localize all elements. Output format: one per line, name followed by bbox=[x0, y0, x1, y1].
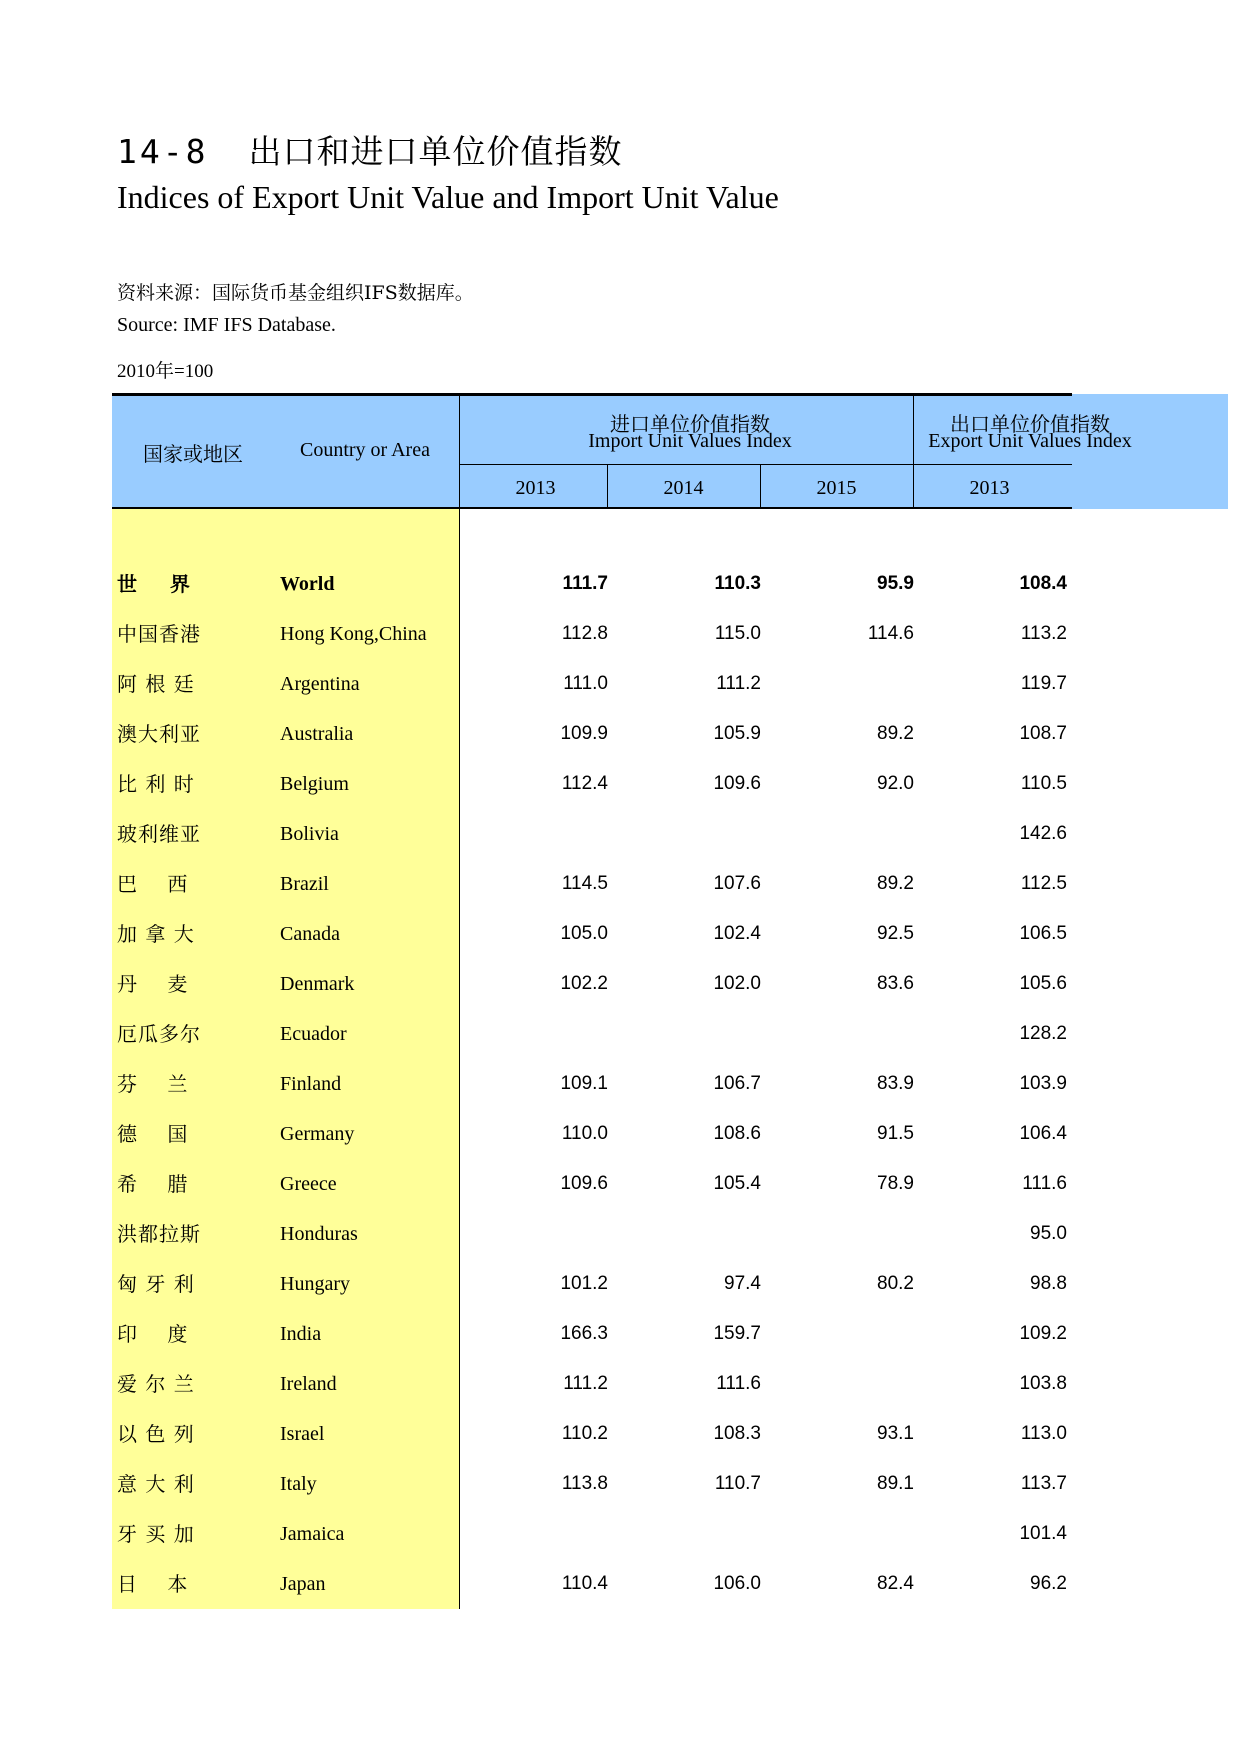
country-name-en: Jamaica bbox=[280, 1523, 345, 1545]
import-2013-value: 111.2 bbox=[563, 1373, 608, 1394]
import-2015-value: 89.2 bbox=[877, 873, 914, 894]
table-row bbox=[0, 1520, 1240, 1570]
export-2013-value: 110.5 bbox=[1020, 773, 1067, 794]
import-2013-value: 110.2 bbox=[561, 1423, 608, 1444]
table-row bbox=[0, 1570, 1240, 1620]
year-header-import-2013: 2013 bbox=[515, 477, 556, 499]
import-2015-value: 89.1 bbox=[877, 1473, 914, 1494]
import-2013-value: 111.0 bbox=[563, 673, 608, 694]
column-header-country-cn: 国家或地区 bbox=[143, 442, 243, 466]
table-row bbox=[0, 870, 1240, 920]
export-2013-value: 112.5 bbox=[1020, 873, 1067, 894]
table-row bbox=[0, 1320, 1240, 1370]
country-name-cn: 芬 兰 bbox=[117, 1072, 189, 1096]
export-2013-value: 109.2 bbox=[1019, 1323, 1067, 1344]
country-name-en: Argentina bbox=[280, 673, 360, 695]
import-2015-value: 89.2 bbox=[877, 723, 914, 744]
country-name-cn: 厄瓜多尔 bbox=[117, 1022, 201, 1046]
country-name-cn: 加 拿 大 bbox=[117, 922, 195, 946]
import-2013-value: 110.0 bbox=[561, 1123, 608, 1144]
country-name-cn: 以 色 列 bbox=[117, 1422, 195, 1446]
country-name-cn: 德 国 bbox=[117, 1122, 189, 1146]
import-2015-value: 78.9 bbox=[877, 1173, 914, 1194]
country-name-cn: 匈 牙 利 bbox=[117, 1272, 195, 1296]
export-2013-value: 108.7 bbox=[1019, 723, 1067, 744]
import-2013-value: 109.9 bbox=[560, 723, 608, 744]
export-2013-value: 105.6 bbox=[1019, 973, 1067, 994]
table-row bbox=[0, 770, 1240, 820]
country-name-en: Honduras bbox=[280, 1223, 358, 1245]
import-2014-value: 159.7 bbox=[713, 1323, 761, 1344]
import-2013-value: 113.8 bbox=[561, 1473, 608, 1494]
column-header-country-en: Country or Area bbox=[300, 439, 430, 461]
country-name-cn: 牙 买 加 bbox=[117, 1522, 195, 1546]
table-row bbox=[0, 1370, 1240, 1420]
import-2015-value: 92.0 bbox=[877, 773, 914, 794]
export-2013-value: 96.2 bbox=[1030, 1573, 1067, 1594]
export-2013-value: 108.4 bbox=[1019, 573, 1067, 594]
import-2015-value: 95.9 bbox=[877, 573, 914, 594]
country-name-cn: 澳大利亚 bbox=[117, 722, 201, 746]
country-name-cn: 洪都拉斯 bbox=[117, 1222, 201, 1246]
export-2013-value: 95.0 bbox=[1030, 1223, 1067, 1244]
country-name-en: Australia bbox=[280, 723, 354, 745]
import-2014-value: 108.6 bbox=[713, 1123, 761, 1144]
import-2014-value: 105.9 bbox=[713, 723, 761, 744]
table-row bbox=[0, 620, 1240, 670]
import-2013-value: 109.1 bbox=[560, 1073, 608, 1094]
export-2013-value: 106.4 bbox=[1019, 1123, 1067, 1144]
import-2014-value: 107.6 bbox=[713, 873, 761, 894]
export-2013-value: 101.4 bbox=[1019, 1523, 1067, 1544]
header-group-underline bbox=[459, 464, 1072, 465]
country-name-cn: 爱 尔 兰 bbox=[117, 1372, 195, 1396]
country-name-en: Hong Kong,China bbox=[280, 623, 427, 645]
export-2013-value: 103.8 bbox=[1019, 1373, 1067, 1394]
import-2014-value: 106.0 bbox=[713, 1573, 761, 1594]
year-header-import-2014: 2014 bbox=[663, 477, 704, 499]
country-name-en: Canada bbox=[280, 923, 340, 945]
export-2013-value: 128.2 bbox=[1019, 1023, 1067, 1044]
import-2013-value: 109.6 bbox=[560, 1173, 608, 1194]
table-row bbox=[0, 1220, 1240, 1270]
import-2014-value: 111.2 bbox=[716, 673, 761, 694]
import-2015-value: 93.1 bbox=[877, 1423, 914, 1444]
source-note-cn: 资料来源：国际货币基金组织IFS数据库。 bbox=[117, 282, 474, 304]
table-row bbox=[0, 1270, 1240, 1320]
import-2014-value: 106.7 bbox=[713, 1073, 761, 1094]
source-note-en: Source: IMF IFS Database. bbox=[117, 314, 336, 336]
import-2014-value: 109.6 bbox=[713, 773, 761, 794]
country-name-en: Italy bbox=[280, 1473, 317, 1495]
table-row bbox=[0, 820, 1240, 870]
import-2013-value: 101.2 bbox=[560, 1273, 608, 1294]
country-name-cn: 意 大 利 bbox=[117, 1472, 195, 1496]
country-name-en: Finland bbox=[280, 1073, 342, 1095]
country-name-cn: 希 腊 bbox=[117, 1172, 189, 1196]
country-name-en: Ecuador bbox=[280, 1023, 347, 1045]
import-2013-value: 166.3 bbox=[560, 1323, 608, 1344]
country-name-en: India bbox=[280, 1323, 322, 1345]
import-2014-value: 105.4 bbox=[713, 1173, 761, 1194]
country-name-en: Japan bbox=[280, 1573, 326, 1595]
table-row bbox=[0, 1470, 1240, 1520]
export-2013-value: 113.7 bbox=[1020, 1473, 1067, 1494]
country-name-cn: 丹 麦 bbox=[117, 972, 189, 996]
table-row bbox=[0, 1120, 1240, 1170]
export-2013-value: 113.0 bbox=[1020, 1423, 1067, 1444]
import-2014-value: 102.0 bbox=[713, 973, 761, 994]
export-2013-value: 142.6 bbox=[1019, 823, 1067, 844]
country-name-en: Denmark bbox=[280, 973, 355, 995]
page-title-en: Indices of Export Unit Value and Import Unit Value bbox=[117, 179, 779, 215]
export-2013-value: 119.7 bbox=[1020, 673, 1067, 694]
import-2015-value: 83.9 bbox=[877, 1073, 914, 1094]
import-2014-value: 115.0 bbox=[714, 623, 761, 644]
import-2014-value: 102.4 bbox=[713, 923, 761, 944]
import-2014-value: 110.3 bbox=[714, 573, 761, 594]
country-name-cn: 印 度 bbox=[117, 1322, 189, 1346]
import-2013-value: 112.4 bbox=[561, 773, 608, 794]
import-2013-value: 114.5 bbox=[561, 873, 608, 894]
export-group-header-en: Export Unit Values Index bbox=[928, 430, 1132, 452]
import-2014-value: 97.4 bbox=[724, 1273, 761, 1294]
page-title-cn bbox=[117, 126, 622, 173]
table-row bbox=[0, 1070, 1240, 1120]
country-name-en: World bbox=[280, 573, 335, 595]
table-row bbox=[0, 1420, 1240, 1470]
import-2014-value: 111.6 bbox=[716, 1373, 761, 1394]
country-name-cn: 阿 根 廷 bbox=[117, 672, 195, 696]
export-2013-value: 106.5 bbox=[1019, 923, 1067, 944]
country-name-en: Ireland bbox=[280, 1373, 337, 1395]
country-name-en: Belgium bbox=[280, 773, 349, 795]
export-2013-value: 111.6 bbox=[1022, 1173, 1067, 1194]
import-group-header-cn: 进口单位价值指数 bbox=[610, 412, 770, 436]
import-2015-value: 80.2 bbox=[877, 1273, 914, 1294]
import-2015-value: 92.5 bbox=[877, 923, 914, 944]
country-name-en: Germany bbox=[280, 1123, 355, 1145]
year-header-export-2013: 2013 bbox=[969, 477, 1010, 499]
table-row bbox=[0, 670, 1240, 720]
export-2013-value: 103.9 bbox=[1019, 1073, 1067, 1094]
table-row bbox=[0, 920, 1240, 970]
import-group-header-en: Import Unit Values Index bbox=[588, 430, 792, 452]
import-2013-value: 105.0 bbox=[560, 923, 608, 944]
import-2015-value: 114.6 bbox=[867, 623, 914, 644]
table-row bbox=[0, 1170, 1240, 1220]
import-2013-value: 110.4 bbox=[561, 1573, 608, 1594]
import-2015-value: 82.4 bbox=[877, 1573, 914, 1594]
country-name-cn: 世 界 bbox=[117, 572, 191, 596]
base-year-note: 2010年=100 bbox=[117, 361, 214, 382]
table-number: 14-8 bbox=[117, 132, 209, 171]
country-name-cn: 玻利维亚 bbox=[117, 822, 201, 846]
export-2013-value: 113.2 bbox=[1020, 623, 1067, 644]
table-row bbox=[0, 720, 1240, 770]
import-2014-value: 110.7 bbox=[714, 1473, 761, 1494]
country-name-en: Israel bbox=[280, 1423, 325, 1445]
country-name-en: Brazil bbox=[280, 873, 329, 895]
table-row bbox=[0, 970, 1240, 1020]
table-row bbox=[0, 570, 1240, 620]
country-name-cn: 比 利 时 bbox=[117, 772, 195, 796]
title-cn-text: 出口和进口单位价值指数 bbox=[248, 132, 623, 171]
country-name-en: Hungary bbox=[280, 1273, 350, 1295]
import-2013-value: 111.7 bbox=[562, 573, 608, 594]
table-row bbox=[0, 1020, 1240, 1070]
import-2013-value: 112.8 bbox=[561, 623, 608, 644]
country-name-en: Bolivia bbox=[280, 823, 339, 845]
country-name-cn: 巴 西 bbox=[117, 872, 189, 896]
import-2015-value: 83.6 bbox=[877, 973, 914, 994]
country-name-cn: 中国香港 bbox=[117, 622, 201, 646]
import-2013-value: 102.2 bbox=[560, 973, 608, 994]
year-header-import-2015: 2015 bbox=[816, 477, 857, 499]
export-2013-value: 98.8 bbox=[1030, 1273, 1067, 1294]
export-group-header bbox=[920, 396, 1132, 456]
export-group-header-cn: 出口单位价值指数 bbox=[950, 412, 1110, 436]
country-name-cn: 日 本 bbox=[117, 1572, 189, 1596]
import-2014-value: 108.3 bbox=[713, 1423, 761, 1444]
import-2015-value: 91.5 bbox=[877, 1123, 914, 1144]
country-name-en: Greece bbox=[280, 1173, 337, 1195]
